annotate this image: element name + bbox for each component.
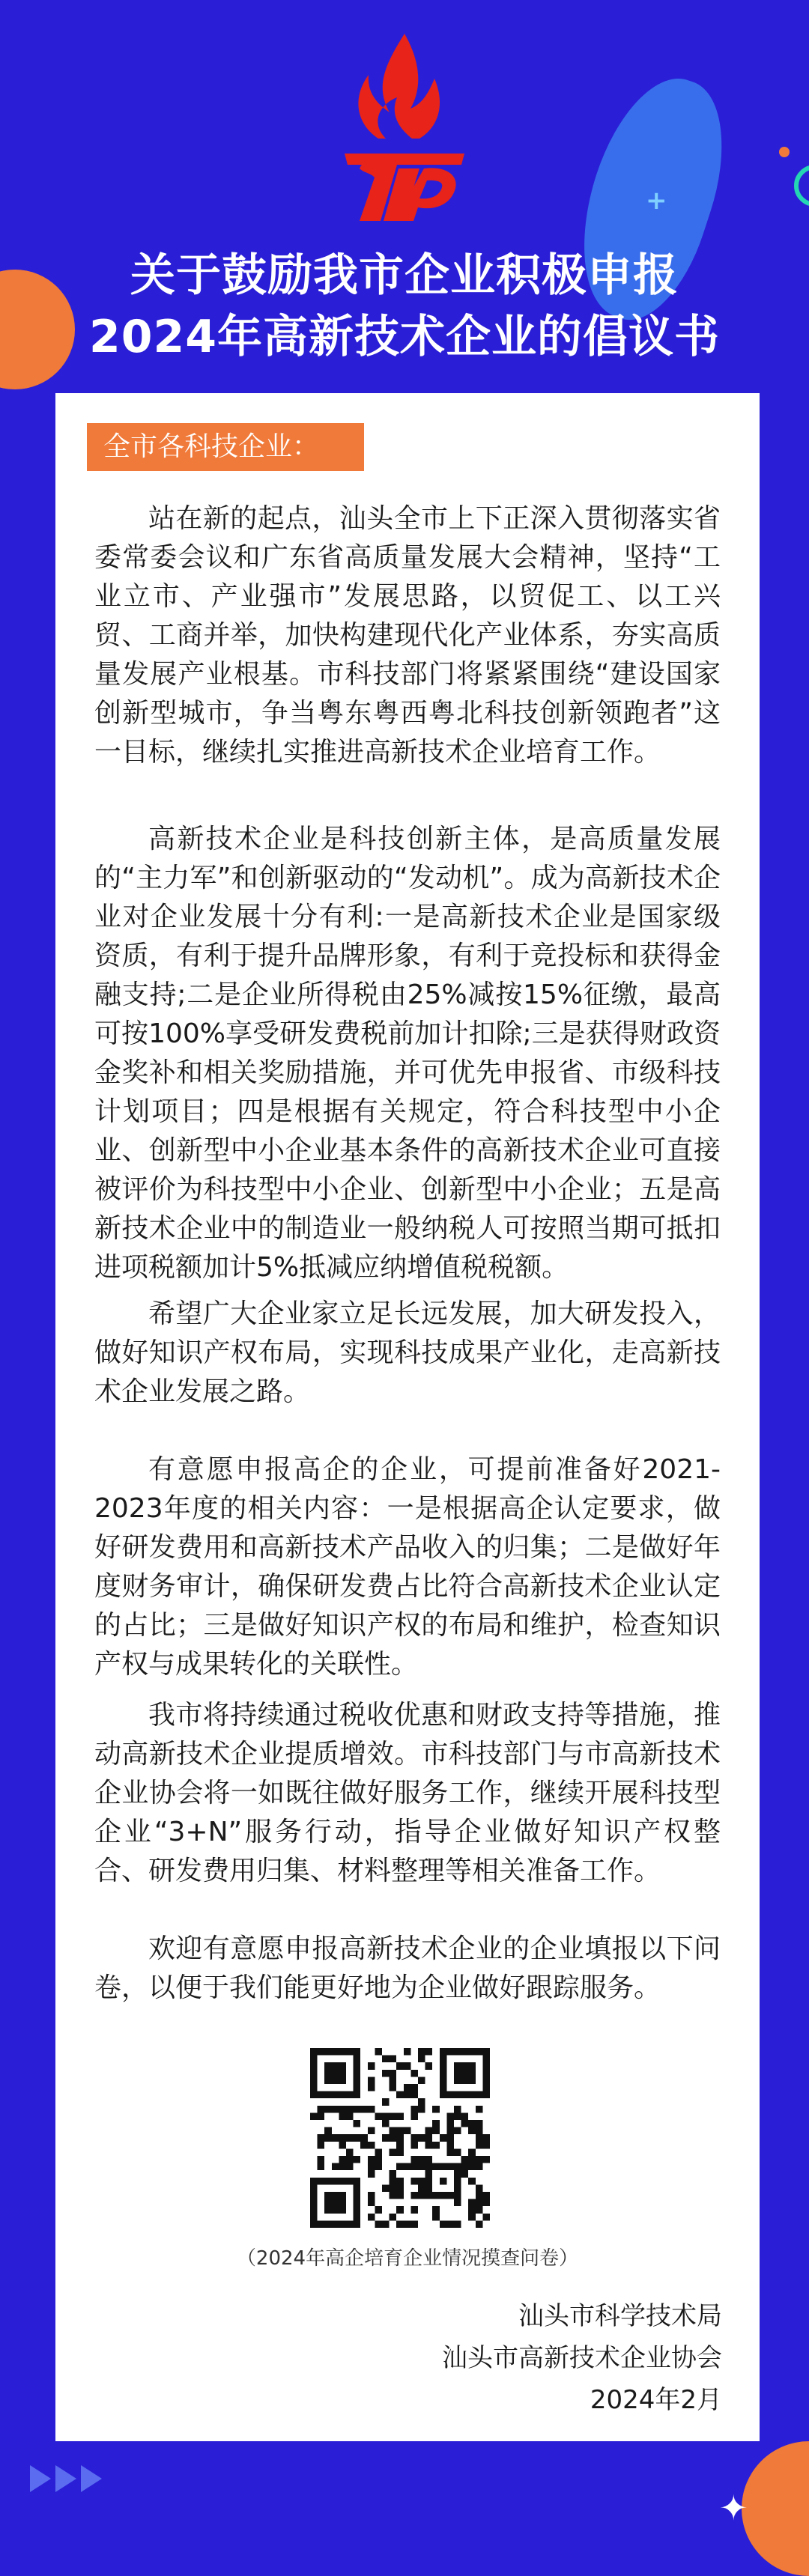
decor-triangles xyxy=(30,2465,102,2492)
signature-date: 2024年2月 xyxy=(590,2385,722,2415)
star-icon: ✦ xyxy=(719,2488,748,2528)
triangle-icon xyxy=(30,2465,51,2492)
letter-card xyxy=(55,393,760,2441)
decor-dot xyxy=(779,147,790,157)
signature-org-2: 汕头市高新技术企业协会 xyxy=(442,2343,722,2373)
page-title-line-2: 2024年高新技术企业的倡议书 xyxy=(89,311,720,363)
triangle-icon xyxy=(55,2465,76,2492)
paragraph: 高新技术企业是科技创新主体，是高质量发展的“主力军”和创新驱动的“发动机”。成为高新技术企业对企业发展十分有利:一是高新技术企业是国家级资质，有利于提升品牌形象，有利于竞投标和获得金融支持;二是企业所得税由25%减按15%征缴，最高可按100%享受研发费税前加计扣除;三是获得财政资金奖补和相关奖励措施，并可优先申报省、市级科技计划项目；四是根据有关规定，符合科技型中小企业、创新型中小企业基本条件的高新技术企业可直接被评价为科技型中小企业、创新型中小企业；五是高新技术企业中的制造业一般纳税人可按照当期可抵扣进项税额加计5%抵减应纳增值税税额。 xyxy=(94,824,721,1283)
salutation-tag: 全市各科技企业： xyxy=(87,423,364,471)
decor-circle-bottom xyxy=(742,2441,809,2576)
paragraph: 希望广大企业家立足长远发展，加大研发投入，做好知识产权布局，实现科技成果产业化，走高新技术企业发展之路。 xyxy=(94,1298,721,1407)
paragraph: 站在新的起点，汕头全市上下正深入贯彻落实省委常委会议和广东省高质量发展大会精神，坚持“工业立市、产业强市”发展思路，以贸促工、以工兴贸、工商并举，加快构建现代化产业体系，夯实高质量发展产业根基。市科技部门将紧紧围绕“建设国家创新型城市，争当粤东粤西粤北科技创新领跑者”这一目标，继续扎实推进高新技术企业培育工作。 xyxy=(94,503,721,768)
triangle-icon xyxy=(81,2465,102,2492)
page-title-line-1: 关于鼓励我市企业积极申报 xyxy=(130,249,679,302)
paragraph: 我市将持续通过税收优惠和财政支持等措施，推动高新技术企业提质增效。市科技部门与市高新技术企业协会将一如既往做好服务工作，继续开展科技型企业“3+N”服务行动，指导企业做好知识产权整合、研发费用归集、材料整理等相关准备工作。 xyxy=(94,1700,721,1886)
torch-emblem-icon xyxy=(315,34,494,221)
paragraph: 有意愿申报高企的企业，可提前准备好2021-2023年度的相关内容：一是根据高企认定要求，做好研发费用和高新技术产品收入的归集；二是做好年度财务审计，确保研发费占比符合高新技术企业认定的占比；三是做好知识产权的布局和维护，检查知识产权与成果转化的关联性。 xyxy=(94,1454,721,1680)
decor-ring xyxy=(794,165,809,207)
plus-icon: + xyxy=(646,186,667,216)
signature-org-1: 汕头市科学技术局 xyxy=(518,2301,722,2331)
qr-code[interactable] xyxy=(310,2048,490,2228)
qr-caption: （2024年高企培育企业情况摸查问卷） xyxy=(236,2247,579,2270)
paragraph: 欢迎有意愿申报高新技术企业的企业填报以下问卷，以便于我们能更好地为企业做好跟踪服务。 xyxy=(94,1933,721,2003)
